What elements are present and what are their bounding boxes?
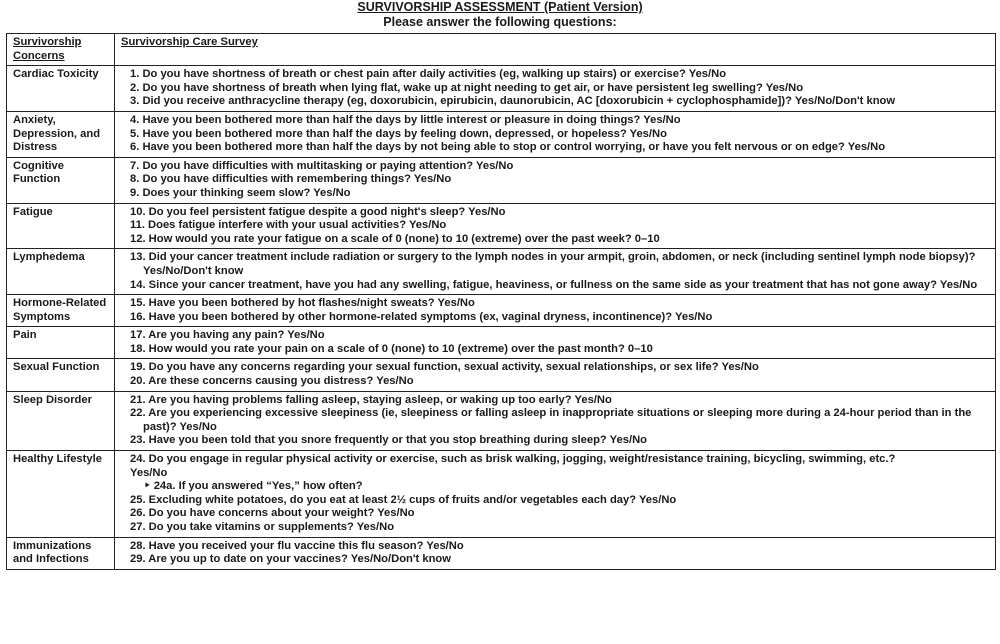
survey-question: 9. Does your thinking seem slow? Yes/No xyxy=(130,186,351,199)
questions-cell xyxy=(115,327,996,359)
survey-question: 6. Have you been bothered more than half the days by not being able to stop or control worrying, or have you felt nervous or on edge? Yes/No xyxy=(130,141,886,154)
table-row xyxy=(7,249,996,295)
survey-question: 1. Do you have shortness of breath or chest pain after daily activities (eg, walking up stairs) or exercise? Yes/No xyxy=(130,68,727,81)
survey-question: 4. Have you been bothered more than half the days by little interest or pleasure in doing things? Yes/No xyxy=(130,113,681,126)
table-row xyxy=(7,391,996,450)
table-row xyxy=(7,295,996,327)
concern-cell: Sexual Function xyxy=(7,359,115,391)
table-row xyxy=(7,327,996,359)
survey-question: 28. Have you received your flu vaccine this flu season? Yes/No xyxy=(130,539,464,552)
survey-question: 8. Do you have difficulties with remembering things? Yes/No xyxy=(130,173,452,186)
questions-cell xyxy=(115,359,996,391)
survey-question: 3. Did you receive anthracycline therapy (eg, doxorubicin, epirubicin, daunorubicin, AC [doxorubicin + cyclophosphamide])? Yes/No/Don't know xyxy=(130,95,896,108)
survey-question: 22. Are you experiencing excessive sleepiness (ie, sleepiness or falling asleep in inappropriate situations or sleeping more during a 24-hour period than in the past)? Yes/No xyxy=(130,407,972,433)
concern-cell: Immunizations and Infections xyxy=(7,537,115,569)
survey-question: 15. Have you been bothered by hot flashes/night sweats? Yes/No xyxy=(130,297,475,310)
table-row xyxy=(7,66,996,112)
survey-question: 25. Excluding white potatoes, do you eat at least 2½ cups of fruits and/or vegetables each day? Yes/No xyxy=(130,493,677,506)
document-title: SURVIVORSHIP ASSESSMENT (Patient Version) xyxy=(357,0,643,14)
questions-cell xyxy=(115,157,996,203)
questions-cell xyxy=(115,537,996,569)
concern-cell: Hormone-Related Symptoms xyxy=(7,295,115,327)
survey-question: 18. How would you rate your pain on a scale of 0 (none) to 10 (extreme) over the past month? 0–10 xyxy=(130,342,653,355)
questions-cell xyxy=(115,203,996,249)
survey-question: 12. How would you rate your fatigue on a scale of 0 (none) to 10 (extreme) over the past week? 0–10 xyxy=(130,232,660,245)
column-header-survey: Survivorship Care Survey xyxy=(115,34,996,66)
survey-question: 23. Have you been told that you snore frequently or that you stop breathing during sleep? Yes/No xyxy=(130,434,647,447)
survey-question: 10. Do you feel persistent fatigue despite a good night's sleep? Yes/No xyxy=(130,205,506,218)
table-row xyxy=(7,537,996,569)
concern-cell: Cardiac Toxicity xyxy=(7,66,115,112)
table-row xyxy=(7,451,996,538)
survey-question: 27. Do you take vitamins or supplements? Yes/No xyxy=(130,521,395,533)
survey-question: ‣ 24a. If you answered “Yes,” how often? xyxy=(144,480,363,493)
survey-table xyxy=(6,33,996,570)
concern-cell: Sleep Disorder xyxy=(7,391,115,450)
survey-question: 14. Since your cancer treatment, have you had any swelling, fatigue, heaviness, or fullness on the same side as your treatment that has not gone away? Yes/No xyxy=(130,278,978,291)
survey-question: 19. Do you have any concerns regarding your sexual function, sexual activity, sexual relationships, or sex life? Yes/No xyxy=(130,361,759,374)
concern-cell: Lymphedema xyxy=(7,249,115,295)
table-row xyxy=(7,111,996,157)
questions-cell xyxy=(115,66,996,112)
questions-cell xyxy=(115,451,996,538)
concern-cell: Pain xyxy=(7,327,115,359)
survey-question: 26. Do you have concerns about your weight? Yes/No xyxy=(130,507,415,520)
concern-cell: Fatigue xyxy=(7,203,115,249)
table-row xyxy=(7,359,996,391)
concern-cell: Healthy Lifestyle xyxy=(7,451,115,538)
survey-question: 29. Are you up to date on your vaccines? Yes/No/Don't know xyxy=(130,553,451,566)
questions-cell xyxy=(115,391,996,450)
questions-cell xyxy=(115,295,996,327)
concern-cell: Cognitive Function xyxy=(7,157,115,203)
concern-cell: Anxiety, Depression, and Distress xyxy=(7,111,115,157)
survey-question: 7. Do you have difficulties with multitasking or paying attention? Yes/No xyxy=(130,159,514,172)
questions-cell xyxy=(115,111,996,157)
document-subtitle: Please answer the following questions: xyxy=(383,15,617,29)
table-row xyxy=(7,203,996,249)
survey-question: 11. Does fatigue interfere with your usual activities? Yes/No xyxy=(130,219,447,232)
survey-question: 16. Have you been bothered by other hormone-related symptoms (ex, vaginal dryness, incontinence)? Yes/No xyxy=(130,310,713,323)
survey-question: 5. Have you been bothered more than half the days by feeling down, depressed, or hopeless? Yes/No xyxy=(130,127,667,140)
table-row xyxy=(7,157,996,203)
survey-question: 2. Do you have shortness of breath when lying flat, wake up at night needing to get air, or have persistent leg swelling? Yes/No xyxy=(130,81,804,94)
survey-question: Yes/No xyxy=(130,466,168,479)
column-header-concerns: Survivorship Concerns xyxy=(7,34,115,66)
survey-question: 21. Are you having problems falling asleep, staying asleep, or waking up too early? Yes/No xyxy=(130,393,612,406)
survey-question: 24. Do you engage in regular physical activity or exercise, such as brisk walking, jogging, weight/resistance training, bicycling, swimming, etc.? xyxy=(130,453,896,466)
survey-question: 13. Did your cancer treatment include radiation or surgery to the lymph nodes in your armpit, groin, abdomen, or neck (including sentinel lymph node biopsy)? Yes/No/Don't know xyxy=(130,251,976,277)
questions-cell xyxy=(115,249,996,295)
survey-question: 20. Are these concerns causing you distress? Yes/No xyxy=(130,375,414,388)
survey-question: 17. Are you having any pain? Yes/No xyxy=(130,329,325,342)
table-header-row xyxy=(7,34,996,66)
